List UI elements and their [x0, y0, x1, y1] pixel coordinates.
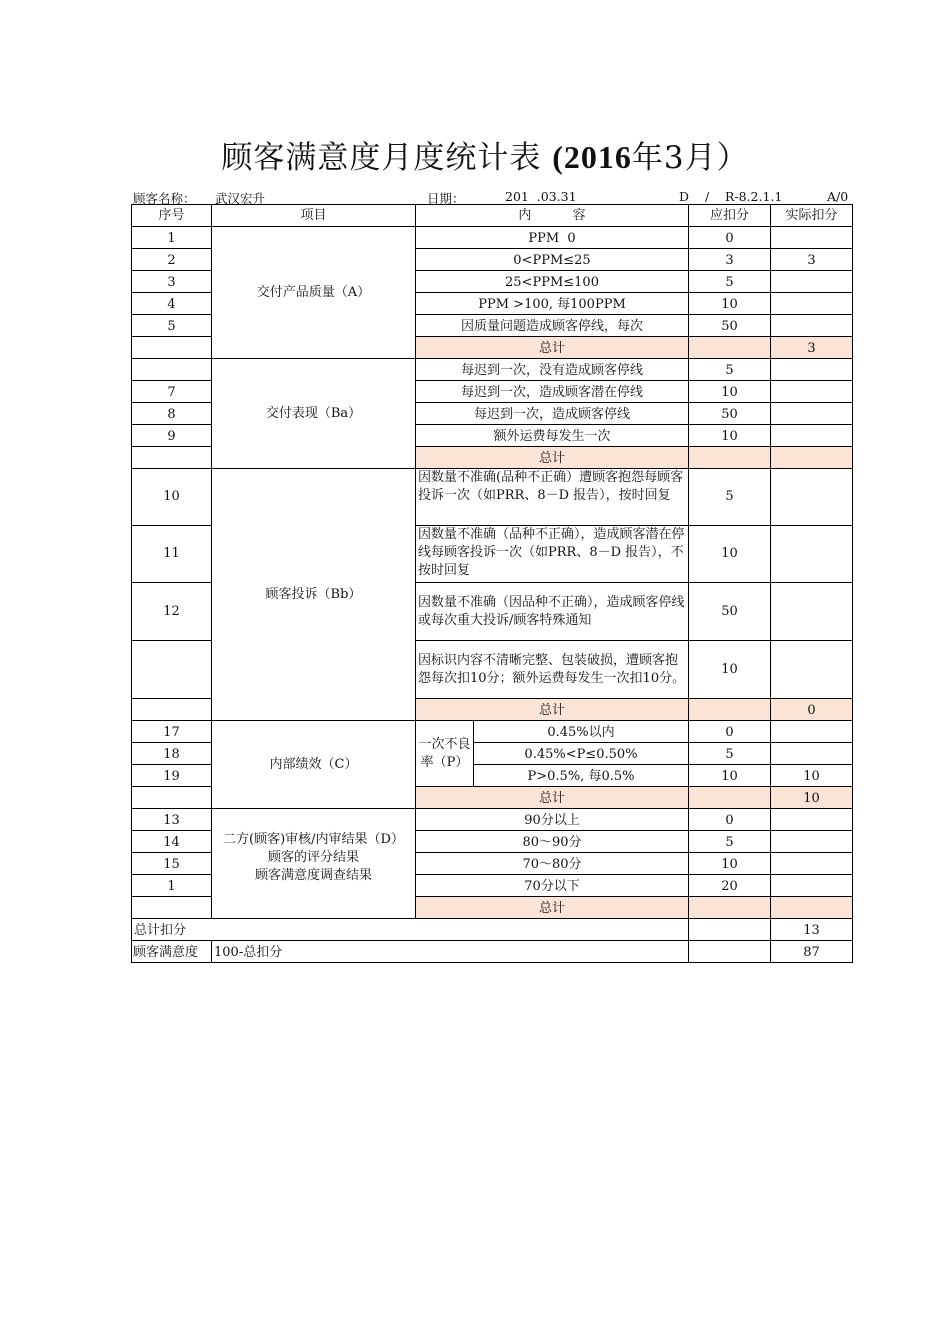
row-deduct: 0 — [689, 809, 771, 831]
satisfaction-row — [132, 941, 853, 963]
row-no — [132, 337, 212, 359]
section-d-line3: 顾客满意度调查结果 — [254, 868, 372, 883]
section-d-line1: 二方(顾客)审核/内审结果（D） — [223, 832, 404, 847]
doc-revision: A/0 — [827, 189, 849, 204]
subtotal-value: 3 — [771, 337, 853, 359]
row-content: 70～80分 — [416, 853, 689, 875]
row-actual — [771, 359, 853, 381]
row-actual — [771, 403, 853, 425]
row-deduct: 10 — [689, 853, 771, 875]
row-content: PPM 0 — [416, 227, 689, 249]
row-content: 因数量不准确（因品种不正确），造成顾客停线或每次重大投诉/顾客特殊通知 — [416, 583, 689, 641]
section-ba-name: 交付表现（Ba） — [212, 359, 416, 469]
table-row — [132, 721, 853, 743]
row-no — [132, 359, 212, 381]
row-no: 11 — [132, 526, 212, 583]
row-no: 17 — [132, 721, 212, 743]
row-deduct: 10 — [689, 293, 771, 315]
table-row — [132, 809, 853, 831]
row-no: 19 — [132, 765, 212, 787]
row-actual — [771, 831, 853, 853]
row-no — [132, 787, 212, 809]
subtotal-value — [771, 447, 853, 469]
row-content: 每迟到一次，造成顾客停线 — [416, 403, 689, 425]
table-row — [132, 469, 853, 526]
table-row — [132, 227, 853, 249]
row-actual — [771, 381, 853, 403]
row-actual — [771, 875, 853, 897]
row-no — [132, 641, 212, 699]
total-row — [132, 919, 853, 941]
row-actual — [771, 227, 853, 249]
row-content: 70分以下 — [416, 875, 689, 897]
row-content: 0.45%以内 — [474, 721, 689, 743]
row-deduct: 0 — [689, 721, 771, 743]
row-actual — [771, 526, 853, 583]
satisfaction-formula: 100-总扣分 — [212, 941, 689, 963]
row-no — [132, 447, 212, 469]
row-actual — [771, 721, 853, 743]
satisfaction-value: 87 — [771, 941, 853, 963]
row-actual — [771, 853, 853, 875]
row-deduct: 20 — [689, 875, 771, 897]
table-row — [132, 359, 853, 381]
col-deduct: 应扣分 — [689, 205, 771, 227]
row-deduct: 3 — [689, 249, 771, 271]
row-no: 14 — [132, 831, 212, 853]
row-deduct: 10 — [689, 641, 771, 699]
row-no: 2 — [132, 249, 212, 271]
col-item: 项目 — [212, 205, 416, 227]
col-actual: 实际扣分 — [771, 205, 853, 227]
subtotal-deduct — [689, 897, 771, 919]
row-content: 每迟到一次，没有造成顾客停线 — [416, 359, 689, 381]
satisfaction-label: 顾客满意度 — [132, 941, 212, 963]
row-actual: 3 — [771, 249, 853, 271]
row-actual — [771, 271, 853, 293]
row-actual — [771, 583, 853, 641]
subtotal-deduct — [689, 787, 771, 809]
row-content: 因数量不准确(品种不正确）遭顾客抱怨每顾客投诉一次（如PRR、8－D 报告），按时回复 — [416, 469, 689, 526]
row-content: 额外运费每发生一次 — [416, 425, 689, 447]
subtotal-value: 0 — [771, 699, 853, 721]
row-no: 8 — [132, 403, 212, 425]
row-content: 因标识内容不清晰完整、包装破损，遭顾客抱怨每次扣10分；额外运费每发生一次扣10分。 — [416, 641, 689, 699]
row-deduct: 10 — [689, 526, 771, 583]
row-actual: 10 — [771, 765, 853, 787]
customer-name: 武汉宏升 — [215, 191, 266, 206]
row-no: 4 — [132, 293, 212, 315]
table-header — [132, 205, 853, 227]
row-no: 5 — [132, 315, 212, 337]
row-no: 9 — [132, 425, 212, 447]
subtotal-value: 10 — [771, 787, 853, 809]
row-actual — [771, 315, 853, 337]
section-a-name: 交付产品质量（A） — [212, 227, 416, 359]
section-c-sublabel: 一次不良率（P） — [416, 721, 474, 787]
subtotal-label: 总计 — [416, 447, 689, 469]
row-no: 7 — [132, 381, 212, 403]
row-content: P>0.5%, 每0.5% — [474, 765, 689, 787]
row-deduct: 50 — [689, 315, 771, 337]
row-content: 每迟到一次，造成顾客潜在停线 — [416, 381, 689, 403]
section-c-name: 内部绩效（C） — [212, 721, 416, 809]
row-deduct: 10 — [689, 425, 771, 447]
row-no: 12 — [132, 583, 212, 641]
date-value: 201 .03.31 — [505, 189, 577, 204]
row-content: 90分以上 — [416, 809, 689, 831]
col-content: 内 容 — [416, 205, 689, 227]
row-deduct: 10 — [689, 381, 771, 403]
subtotal-value — [771, 897, 853, 919]
doc-slash: / — [705, 189, 710, 204]
customer-label: 顾客名称： — [133, 191, 196, 206]
subtotal-deduct — [689, 699, 771, 721]
row-no: 1 — [132, 227, 212, 249]
row-deduct: 5 — [689, 271, 771, 293]
row-no: 15 — [132, 853, 212, 875]
row-no: 3 — [132, 271, 212, 293]
row-content: 0<PPM≤25 — [416, 249, 689, 271]
row-no — [132, 897, 212, 919]
row-no — [132, 699, 212, 721]
row-actual — [771, 809, 853, 831]
row-content: 因数量不准确（品种不正确），造成顾客潜在停线每顾客投诉一次（如PRR、8－D 报告），不按时回复 — [416, 526, 689, 583]
row-no: 13 — [132, 809, 212, 831]
row-deduct: 50 — [689, 583, 771, 641]
row-actual — [771, 743, 853, 765]
row-content: 25<PPM≤100 — [416, 271, 689, 293]
row-actual — [771, 641, 853, 699]
section-d-line2: 顾客的评分结果 — [267, 850, 359, 865]
subtotal-deduct — [689, 447, 771, 469]
subtotal-label: 总计 — [416, 787, 689, 809]
section-d-name — [212, 809, 416, 919]
date-label: 日期： — [427, 191, 465, 206]
row-content: 因质量问题造成顾客停线，每次 — [416, 315, 689, 337]
row-deduct: 10 — [689, 765, 771, 787]
col-no: 序号 — [132, 205, 212, 227]
row-deduct: 50 — [689, 403, 771, 425]
doc-d: D — [679, 189, 690, 204]
row-no: 18 — [132, 743, 212, 765]
row-actual — [771, 293, 853, 315]
total-label: 总计扣分 — [132, 919, 689, 941]
section-bb-name: 顾客投诉（Bb） — [212, 469, 416, 721]
subtotal-deduct — [689, 337, 771, 359]
subtotal-label: 总计 — [416, 699, 689, 721]
subtotal-label: 总计 — [416, 337, 689, 359]
row-content: 80～90分 — [416, 831, 689, 853]
header-meta — [133, 189, 853, 205]
row-deduct: 0 — [689, 227, 771, 249]
doc-number: R-8.2.1.1 — [725, 189, 783, 204]
row-deduct: 5 — [689, 831, 771, 853]
row-no: 10 — [132, 469, 212, 526]
row-deduct: 5 — [689, 469, 771, 526]
row-actual — [771, 469, 853, 526]
subtotal-label: 总计 — [416, 897, 689, 919]
total-deduct — [689, 919, 771, 941]
total-value: 13 — [771, 919, 853, 941]
satisfaction-deduct — [689, 941, 771, 963]
row-no: 1 — [132, 875, 212, 897]
satisfaction-table — [131, 204, 853, 963]
row-deduct: 5 — [689, 359, 771, 381]
row-content: PPM >100, 每100PPM — [416, 293, 689, 315]
row-deduct: 5 — [689, 743, 771, 765]
page-title: 顾客满意度月度统计表 (2016年3月） — [221, 139, 749, 176]
row-content: 0.45%<P≤0.50% — [474, 743, 689, 765]
row-actual — [771, 425, 853, 447]
